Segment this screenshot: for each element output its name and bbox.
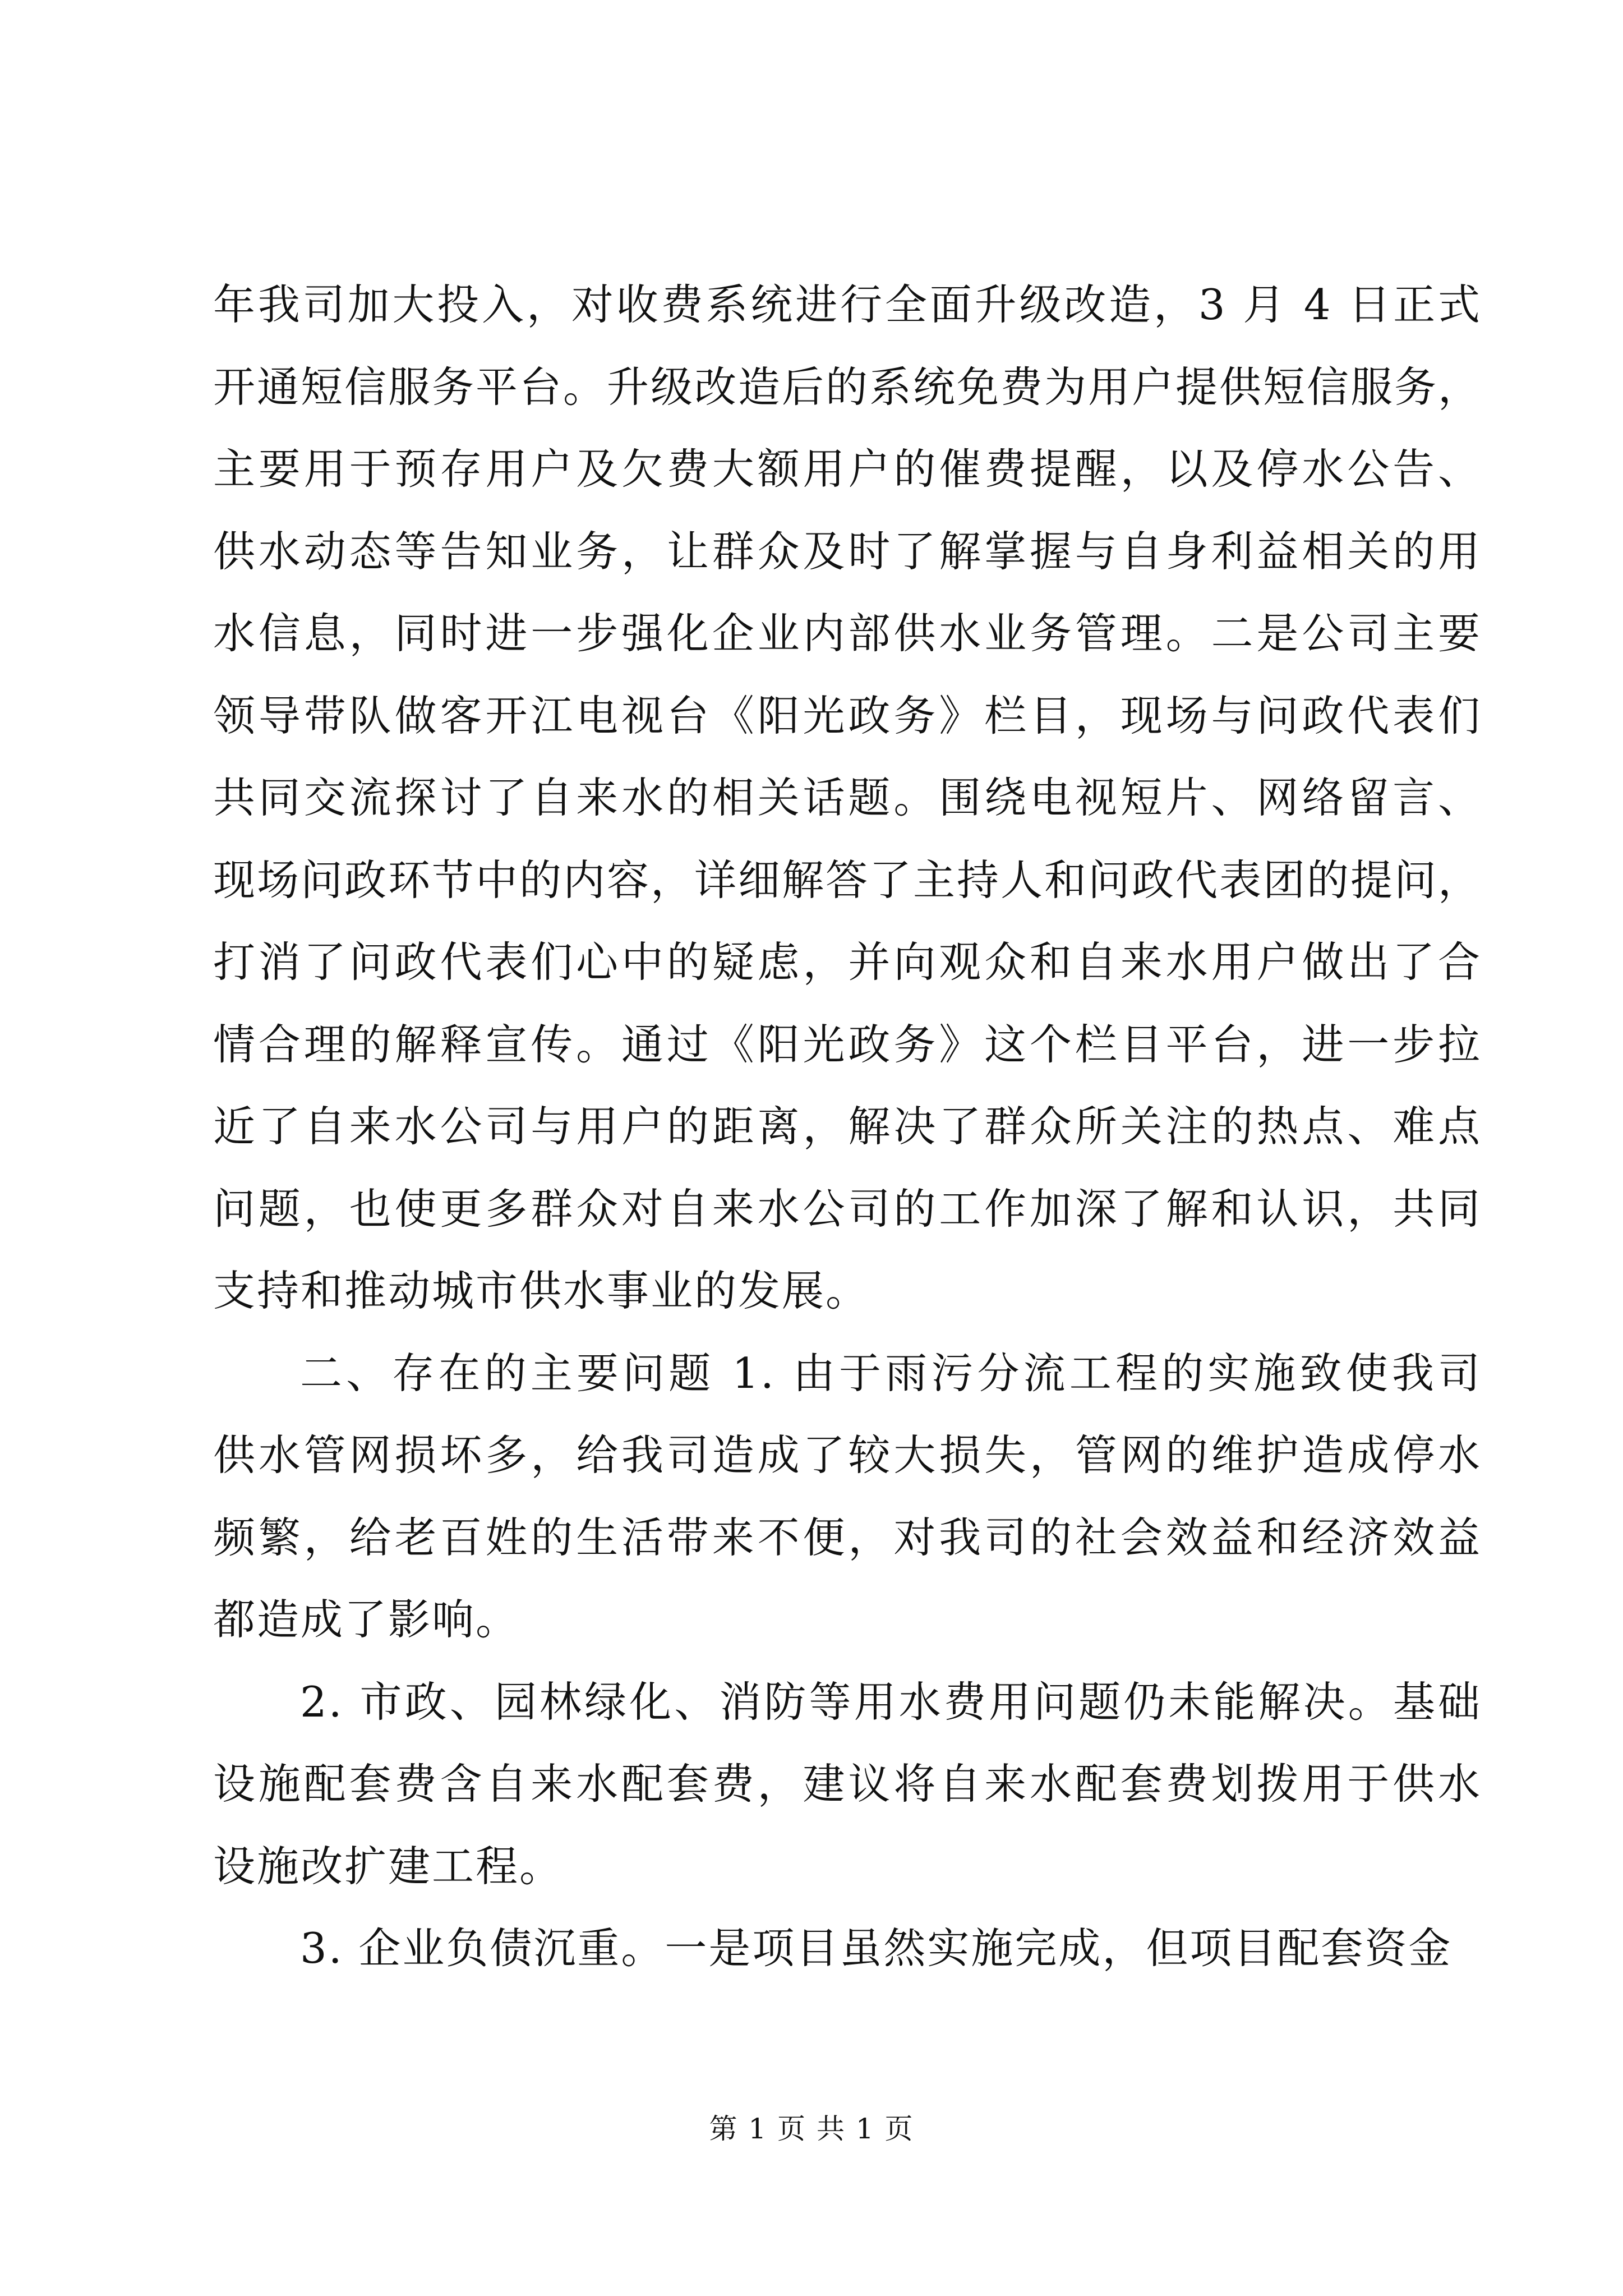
paragraph: [213, 1661, 1482, 1908]
text-line: 频繁，给老百姓的生活带来不便，对我司的社会效益和经济效益: [213, 1512, 1482, 1562]
paragraph: [213, 1332, 1482, 1661]
text-line: 打消了问政代表们心中的疑虑，并向观众和自来水用户做出了合: [213, 937, 1482, 987]
text-line: 问题，也使更多群众对自来水公司的工作加深了解和认识，共同: [213, 1184, 1482, 1234]
text-line: 主要用于预存用户及欠费大额用户的催费提醒，以及停水公告、: [213, 444, 1482, 494]
text-line: 都造成了影响。: [213, 1595, 520, 1644]
text-line: 近了自来水公司与用户的距离，解决了群众所关注的热点、难点: [213, 1102, 1482, 1151]
text-line: 设施改扩建工程。: [213, 1841, 564, 1891]
text-line: 现场问政环节中的内容，详细解答了主持人和问政代表团的提问，: [213, 855, 1482, 905]
text-line: 水信息，同时进一步强化企业内部供水业务管理。二是公司主要: [213, 609, 1482, 658]
text-line: 开通短信服务平台。升级改造后的系统免费为用户提供短信服务，: [213, 362, 1482, 412]
text-line: 2. 市政、园林绿化、消防等用水费用问题仍未能解决。基础: [300, 1677, 1482, 1727]
text-line: 3. 企业负债沉重。一是项目虽然实施完成，但项目配套资金: [300, 1924, 1453, 1973]
document-body: [213, 264, 1482, 1990]
text-line: 设施配套费含自来水配套费，建议将自来水配套费划拨用于供水: [213, 1759, 1482, 1809]
page-footer: 第 1 页 共 1 页: [709, 2113, 914, 2145]
text-line: 年我司加大投入，对收费系统进行全面升级改造，3 月 4 日正式: [213, 280, 1482, 329]
text-line: 供水动态等告知业务，让群众及时了解掌握与自身利益相关的用: [213, 526, 1482, 576]
paragraph: [213, 1907, 1482, 1990]
text-line: 支持和推动城市供水事业的发展。: [213, 1266, 870, 1315]
text-line: 共同交流探讨了自来水的相关话题。围绕电视短片、网络留言、: [213, 773, 1482, 822]
text-line: 领导带队做客开江电视台《阳光政务》栏目，现场与问政代表们: [213, 691, 1482, 740]
paragraph: [213, 264, 1482, 1332]
text-line: 二、存在的主要问题 1. 由于雨污分流工程的实施致使我司: [300, 1348, 1482, 1398]
text-line: 供水管网损坏多，给我司造成了较大损失，管网的维护造成停水: [213, 1430, 1482, 1480]
text-line: 情合理的解释宣传。通过《阳光政务》这个栏目平台，进一步拉: [213, 1019, 1482, 1069]
